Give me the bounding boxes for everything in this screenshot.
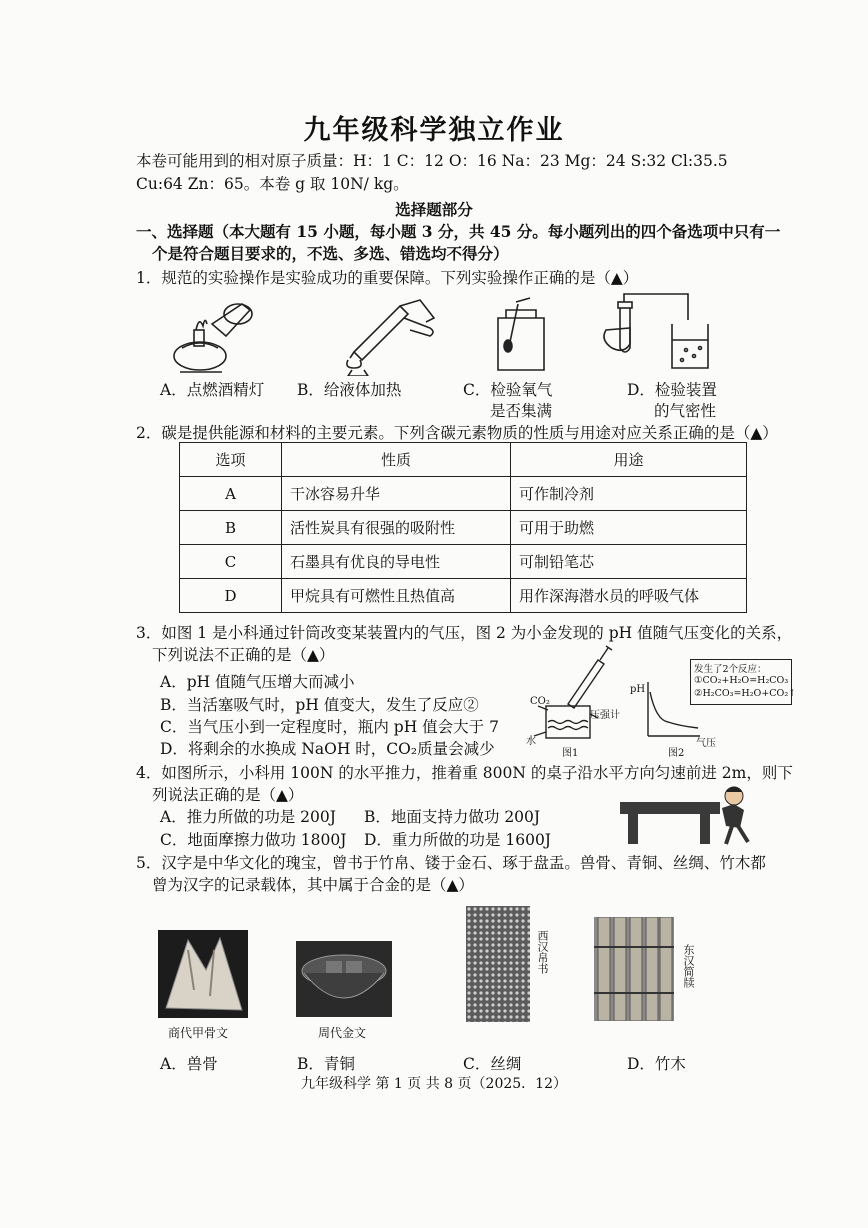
bronze-vessel-image (296, 941, 392, 1017)
fig2-y-label: pH (630, 684, 646, 695)
q5-stem-2: 曾为汉字的记录载体，其中属于合金的是（▲） (152, 876, 474, 894)
table-row (180, 511, 747, 545)
section-instruction-2: 个是符合题目要求的，不选、多选、错选均不得分） (152, 244, 509, 263)
q5-option-c: C．丝绸 (463, 1055, 522, 1073)
oracle-bone-icon (158, 930, 248, 1018)
person-pushing-table-icon (620, 787, 748, 844)
reactions-box (690, 659, 797, 705)
atomic-mass-line-1: 本卷可能用到的相对原子质量：H：1 C：12 O：16 Na：23 Mg：24 S:32 Cl:35.5 (136, 152, 728, 170)
heating-liquid-figure (340, 294, 440, 376)
q1-option-d-line2: 的气密性 (654, 402, 717, 420)
q5-option-a: A．兽骨 (160, 1055, 218, 1073)
page-title: 九年级科学独立作业 (303, 115, 565, 146)
table-header-cell: 选项 (180, 443, 282, 477)
reaction-1: ①CO₂+H₂O=H₂CO₃ (694, 675, 789, 686)
q3-option-c: C．当气压小到一定程度时，瓶内 pH 值会大于 7 (160, 718, 499, 736)
reaction-2: ②H₂CO₃=H₂O+CO₂↑ (694, 688, 797, 699)
q4-option-a: A．推力所做的功是 200J (160, 808, 336, 826)
airtightness-check-apparatus-icon (604, 294, 708, 368)
silk-manuscript-caption: 西汉帛书 (536, 930, 549, 974)
q4-stem-2: 列说法正确的是（▲） (152, 786, 304, 804)
table-cell: A (180, 477, 282, 511)
table-cell: 甲烷具有可燃性且热值高 (282, 579, 511, 613)
silk-manuscript-icon (466, 906, 530, 1022)
bamboo-slips-image (594, 917, 674, 1021)
fig2-caption: 图2 (668, 748, 685, 759)
table-cell: D (180, 579, 282, 613)
table-cell: 石墨具有优良的导电性 (282, 545, 511, 579)
q1-stem: 1．规范的实验操作是实验成功的重要保障。下列实验操作正确的是（▲） (136, 269, 639, 287)
bronze-vessel-icon (296, 941, 392, 1017)
q1-option-d: D．检验装置 (627, 381, 717, 399)
table-cell: 干冰容易升华 (282, 477, 511, 511)
table-cell: 可制铅笔芯 (511, 545, 747, 579)
fig1-caption: 图1 (562, 748, 579, 759)
q1-option-c-line2: 是否集满 (490, 402, 553, 420)
gas-bottle-icon (498, 298, 544, 370)
section-heading: 选择题部分 (395, 200, 473, 219)
q5-option-b: B．青铜 (297, 1055, 355, 1073)
bamboo-slips-caption: 东汉简牍 (682, 944, 695, 988)
oracle-bone-caption: 商代甲骨文 (168, 1026, 229, 1040)
q2-table (179, 442, 747, 613)
q3-stem-2: 下列说法不正确的是（▲） (152, 646, 335, 664)
table-cell: C (180, 545, 282, 579)
table-row (180, 477, 747, 511)
q4-stem-1: 4．如图所示，小科用 100N 的水平推力，推着重 800N 的桌子沿水平方向匀速前进 2m，则下 (136, 764, 793, 782)
table-header-cell: 性质 (282, 443, 511, 477)
table-cell: 用作深海潜水员的呼吸气体 (511, 579, 747, 613)
pushing-table-figure (618, 786, 760, 848)
airtightness-figure (598, 290, 720, 378)
table-cell: 活性炭具有很强的吸附性 (282, 511, 511, 545)
q2-stem: 2．碳是提供能源和材料的主要元素。下列含碳元素物质的性质与用途对应关系正确的是（▲） (136, 424, 778, 442)
alcohol-lamp-figure (160, 294, 260, 376)
section-instruction-1: 一、选择题（本大题有 15 小题，每小题 3 分，共 45 分。每小题列出的四个备选项中只有一 (136, 222, 781, 241)
q4-option-c: C．地面摩擦力做功 1800J (160, 831, 347, 849)
q3-option-b: B．当活塞吸气时，pH 值变大，发生了反应② (160, 696, 479, 714)
page-footer: 九年级科学 第 1 页 共 8 页（2025．12） (301, 1076, 567, 1092)
q1-option-c: C．检验氧气 (463, 381, 553, 399)
oracle-bone-image (158, 930, 248, 1018)
q4-option-b: B．地面支持力做功 200J (364, 808, 541, 826)
lighting-alcohol-lamp-icon (174, 304, 252, 372)
table-cell: B (180, 511, 282, 545)
bamboo-slips-icon (594, 917, 674, 1021)
q1-option-b: B．给液体加热 (297, 381, 402, 399)
atomic-mass-line-2: Cu:64 Zn：65。本卷 g 取 10N/ kg。 (136, 175, 409, 193)
bronze-vessel-caption: 周代金文 (318, 1026, 367, 1040)
table-cell: 可用于助燃 (511, 511, 747, 545)
table-header-cell: 用途 (511, 443, 747, 477)
q3-stem-1: 3．如图 1 是小科通过针筒改变某装置内的气压，图 2 为小金发现的 pH 值随气压变化的关系， (136, 624, 793, 642)
q1-option-a: A．点燃酒精灯 (160, 381, 265, 399)
table-row (180, 545, 747, 579)
fig1-gauge-label: 压强计 (590, 710, 620, 721)
syringe-icon (568, 660, 604, 708)
oxygen-test-figure (488, 294, 558, 376)
silk-manuscript-image (466, 906, 530, 1022)
fig2-x-label: 气压 (696, 738, 716, 749)
q5-option-d: D．竹木 (627, 1055, 686, 1073)
reactions-title: 发生了2个反应： (694, 664, 767, 675)
test-tube-heating-icon (347, 300, 434, 376)
q5-stem-1: 5．汉字是中华文化的瑰宝，曾书于竹帛、镂于金石、琢于盘盂。兽骨、青铜、丝绸、竹木都 (136, 854, 766, 872)
q4-option-d: D．重力所做的功是 1600J (364, 831, 552, 849)
table-header-row (180, 443, 747, 477)
q3-option-a: A．pH 值随气压增大而减小 (160, 673, 355, 691)
q3-option-d: D．将剩余的水换成 NaOH 时，CO₂质量会减少 (160, 740, 495, 758)
fig1-co2-label: CO₂ (530, 696, 550, 707)
fig1-water-label: 水 (526, 736, 536, 747)
table-row (180, 579, 747, 613)
table-cell: 可作制冷剂 (511, 477, 747, 511)
